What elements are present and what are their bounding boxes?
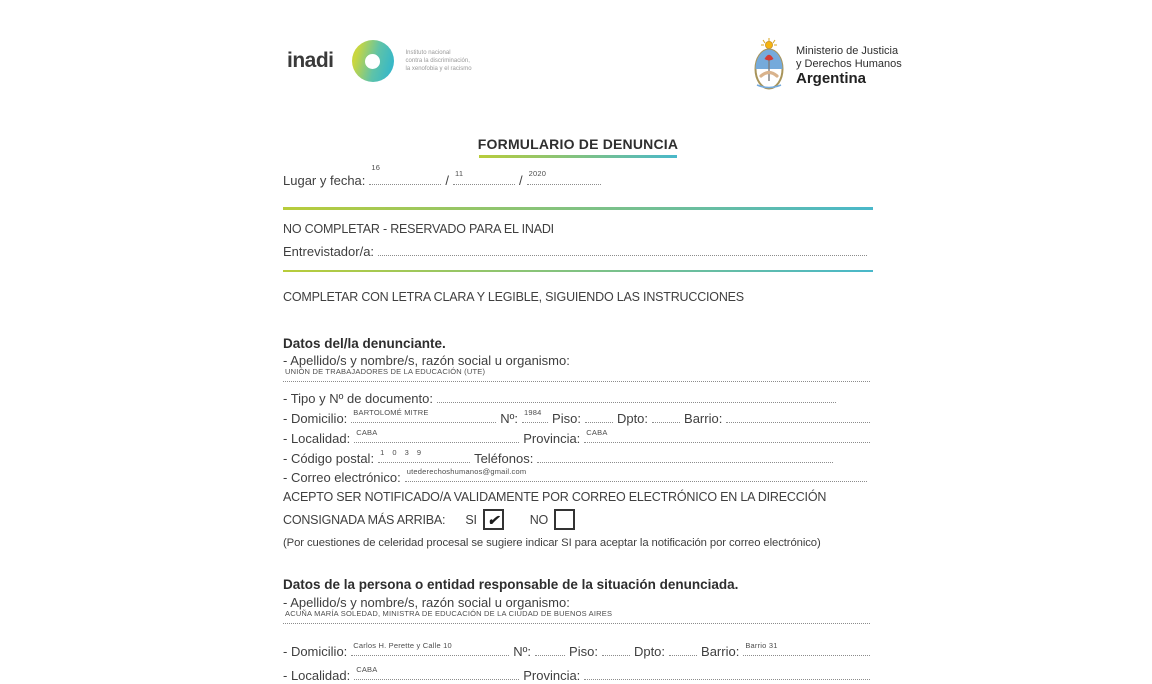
reserved-line bbox=[283, 221, 873, 238]
consent-line1-row bbox=[283, 489, 873, 506]
phones-label: Teléfonos: bbox=[474, 451, 534, 466]
separator-rule-bottom bbox=[283, 270, 873, 273]
accused-name-value: ACUÑA MARÍA SOLEDAD, MINISTRA DE EDUCACIÓN DE LA CIUDAD DE BUENOS AIRES bbox=[285, 609, 613, 618]
zip-field[interactable] bbox=[378, 450, 470, 463]
locality-field[interactable] bbox=[354, 430, 519, 443]
address-value: BARTOLOMÉ MITRE bbox=[353, 408, 429, 417]
date-row bbox=[283, 163, 873, 189]
accused-apt-label: Dpto: bbox=[633, 644, 666, 659]
address-field[interactable] bbox=[351, 410, 496, 423]
email-value: utederechoshumanos@gmail.com bbox=[406, 467, 527, 476]
date-day-field[interactable] bbox=[369, 163, 441, 185]
ministry-line2: y Derechos Humanos bbox=[796, 58, 902, 70]
complainant-heading-row bbox=[283, 335, 873, 352]
complainant-heading: Datos del/la denunciante. bbox=[283, 336, 446, 351]
inadi-ring-hole bbox=[365, 54, 380, 69]
date-separator2: / bbox=[519, 173, 523, 188]
accused-heading: Datos de la persona o entidad responsable de la situación denunciada. bbox=[283, 577, 739, 592]
inadi-tagline-line3: la xenofobia y el racismo bbox=[405, 66, 472, 72]
locality-label: - Localidad: bbox=[283, 431, 351, 446]
zip-label: - Código postal: bbox=[283, 451, 375, 466]
floor-label: Piso: bbox=[552, 411, 581, 426]
floor-field[interactable] bbox=[585, 410, 613, 423]
form-title-block bbox=[283, 136, 873, 158]
inadi-tagline-line2: contra la discriminación, bbox=[405, 58, 470, 64]
form-title: FORMULARIO DE DENUNCIA bbox=[477, 136, 679, 152]
argentina-coat-of-arms-icon bbox=[750, 38, 788, 92]
locality-value: CABA bbox=[356, 428, 378, 437]
ministry-logo bbox=[750, 38, 902, 92]
inadi-tagline-line1: Instituto nacional bbox=[405, 50, 451, 56]
email-field[interactable] bbox=[405, 469, 867, 482]
interviewer-field[interactable] bbox=[378, 243, 867, 256]
consent-checkbox-row bbox=[283, 509, 873, 530]
accused-neighborhood-value: Barrio 31 bbox=[745, 641, 778, 650]
province-label: Provincia: bbox=[523, 431, 581, 446]
phones-field[interactable] bbox=[537, 450, 833, 463]
date-year-field[interactable] bbox=[527, 169, 601, 185]
accused-name-field[interactable] bbox=[283, 609, 870, 624]
number-value: 1984 bbox=[524, 408, 542, 417]
inadi-logo bbox=[287, 40, 472, 82]
date-year-value: 2020 bbox=[528, 169, 547, 178]
date-day-value: 16 bbox=[371, 163, 381, 172]
accused-name-row bbox=[283, 609, 873, 624]
accused-floor-label: Piso: bbox=[569, 644, 598, 659]
instructions-text: COMPLETAR CON LETRA CLARA Y LEGIBLE, SIGUIENDO LAS INSTRUCCIONES bbox=[283, 290, 744, 304]
accused-province-field[interactable] bbox=[584, 667, 870, 680]
complainant-locality-row bbox=[283, 430, 873, 447]
accused-floor-field[interactable] bbox=[602, 643, 630, 656]
inadi-tagline bbox=[406, 49, 472, 73]
province-field[interactable] bbox=[584, 430, 870, 443]
accused-heading-row bbox=[283, 576, 873, 593]
ministry-country: Argentina bbox=[796, 70, 867, 87]
accused-name-label: - Apellido/s y nombre/s, razón social u organismo: bbox=[283, 595, 570, 610]
checkmark-icon: ✔ bbox=[487, 511, 500, 528]
accused-address-value: Carlos H. Perette y Calle 10 bbox=[353, 641, 452, 650]
date-month-field[interactable] bbox=[453, 169, 515, 185]
inadi-ring-icon bbox=[352, 40, 394, 82]
zip-value: 1 0 3 9 bbox=[380, 448, 424, 457]
ministry-text bbox=[796, 45, 902, 85]
zip-row bbox=[283, 450, 873, 467]
consent-note-row bbox=[283, 535, 873, 552]
complainant-name-field[interactable] bbox=[283, 367, 870, 382]
accused-neighborhood-field[interactable] bbox=[743, 643, 870, 656]
separator-rule-top bbox=[283, 207, 873, 210]
number-field[interactable] bbox=[522, 410, 548, 423]
consent-note: (Por cuestiones de celeridad procesal se sugiere indicar SI para aceptar la notificación por correo electrónico) bbox=[283, 537, 821, 549]
email-label: - Correo electrónico: bbox=[283, 470, 401, 485]
date-separator: / bbox=[445, 173, 450, 188]
date-label: Lugar y fecha: bbox=[283, 173, 366, 188]
accused-locality-row bbox=[283, 667, 873, 684]
apt-label: Dpto: bbox=[616, 411, 649, 426]
email-row bbox=[283, 469, 873, 486]
accused-address-row bbox=[283, 643, 873, 660]
inadi-wordmark: inadi bbox=[287, 49, 334, 72]
accused-number-field[interactable] bbox=[535, 643, 565, 656]
consent-no-label: NO bbox=[529, 512, 549, 527]
neighborhood-label: Barrio: bbox=[684, 411, 723, 426]
accused-apt-field[interactable] bbox=[669, 643, 697, 656]
document-label: - Tipo y Nº de documento: bbox=[283, 391, 433, 406]
accused-locality-label: - Localidad: bbox=[283, 668, 351, 683]
document-field[interactable] bbox=[437, 390, 836, 403]
accused-locality-field[interactable] bbox=[354, 667, 519, 680]
consent-line2: CONSIGNADA MÁS ARRIBA: bbox=[283, 512, 446, 527]
ministry-line1: Ministerio de Justicia bbox=[796, 45, 899, 57]
accused-number-label: Nº: bbox=[513, 644, 532, 659]
consent-yes-label: SI bbox=[465, 512, 477, 527]
address-label: - Domicilio: bbox=[283, 411, 348, 426]
accused-locality-value: CABA bbox=[356, 665, 378, 674]
date-month-value: 11 bbox=[455, 169, 464, 178]
accused-address-field[interactable] bbox=[351, 643, 509, 656]
number-label: Nº: bbox=[500, 411, 519, 426]
instructions-line bbox=[283, 289, 873, 306]
interviewer-row bbox=[283, 243, 873, 260]
title-underline bbox=[479, 155, 677, 158]
interviewer-label: Entrevistador/a: bbox=[283, 243, 375, 259]
form-content bbox=[283, 136, 873, 684]
consent-line1: ACEPTO SER NOTIFICADO/A VALIDAMENTE POR CORREO ELECTRÓNICO EN LA DIRECCIÓN bbox=[283, 490, 827, 504]
apt-field[interactable] bbox=[652, 410, 680, 423]
province-value: CABA bbox=[586, 428, 608, 437]
complainant-name-row bbox=[283, 367, 873, 382]
complainant-name-label: - Apellido/s y nombre/s, razón social u organismo: bbox=[283, 353, 570, 368]
accused-neighborhood-label: Barrio: bbox=[701, 644, 740, 659]
neighborhood-field[interactable] bbox=[726, 410, 870, 423]
complainant-name-value: UNIÓN DE TRABAJADORES DE LA EDUCACIÓN (UTE) bbox=[285, 367, 486, 376]
accused-province-label: Provincia: bbox=[523, 668, 581, 683]
accused-address-label: - Domicilio: bbox=[283, 644, 348, 659]
checkbox-si[interactable] bbox=[483, 509, 504, 530]
reserved-text: NO COMPLETAR - RESERVADO PARA EL INADI bbox=[283, 221, 554, 236]
checkbox-no[interactable] bbox=[554, 509, 575, 530]
